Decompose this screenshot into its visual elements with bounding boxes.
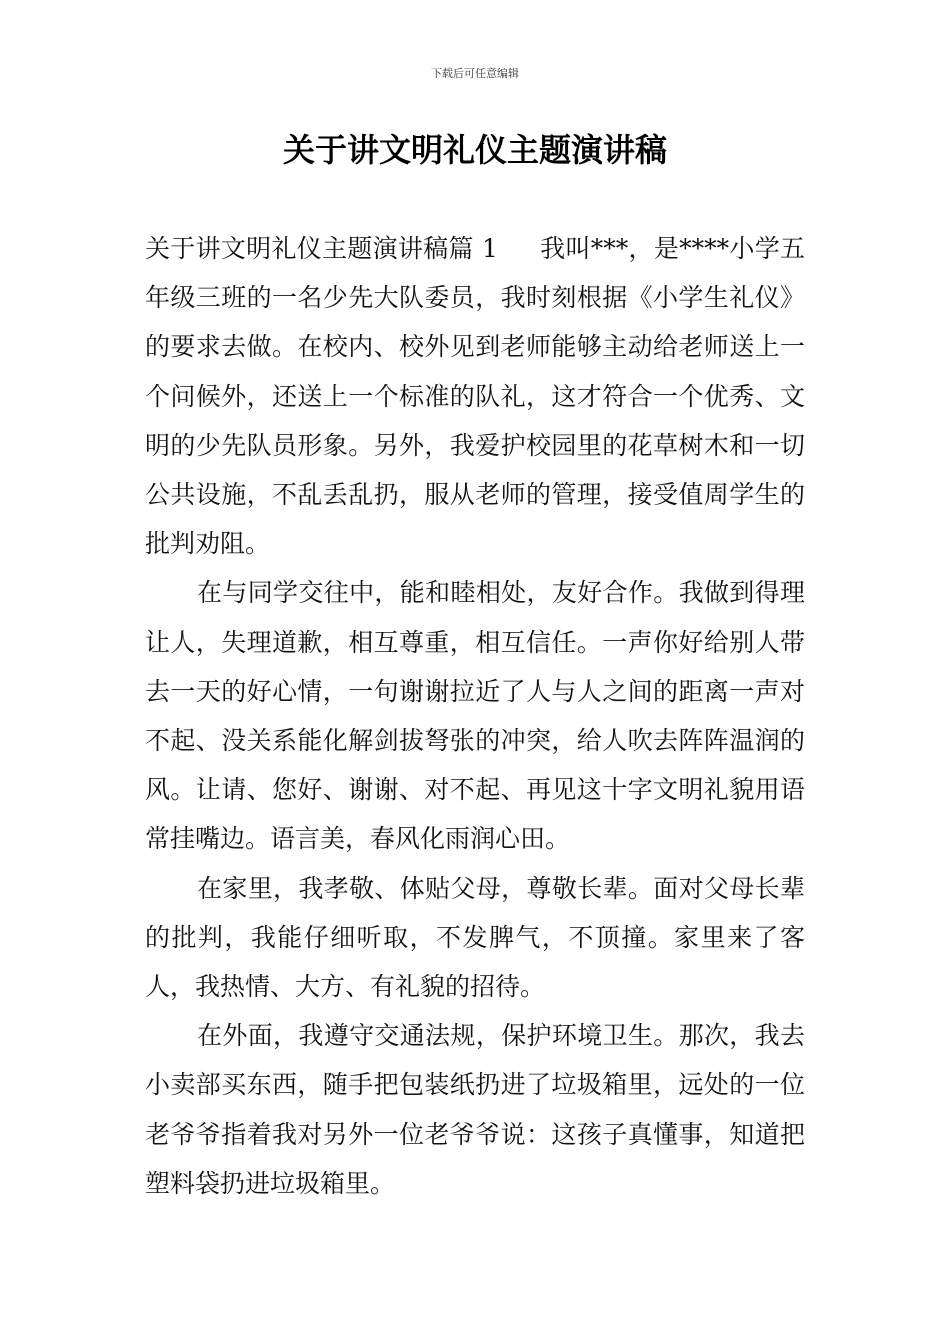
section-heading: 关于讲文明礼仪主题演讲稿篇 1 xyxy=(145,234,498,263)
paragraph-1 xyxy=(145,224,805,568)
paragraph-3: 在家里，我孝敬、体贴父母，尊敬长辈。面对父母长辈的批判，我能仔细听取，不发脾气，不顶撞。家里来了客人，我热情、大方、有礼貌的招待。 xyxy=(145,873,805,1002)
paragraph-1-text: 我叫***，是****小学五年级三班的一名少先大队委员，我时刻根据《小学生礼仪》的要求去做。在校内、校外见到老师能够主动给老师送上一个问候外，还送上一个标准的队礼，这才符合一个优秀、文明的少先队员形象。另外，我爱护校园里的花草树木和一切公共设施，不乱丢乱扔，服从老师的管理，接受值周学生的批判劝阻。 xyxy=(145,234,805,559)
document-body xyxy=(145,224,805,1208)
document-title: 关于讲文明礼仪主题演讲稿 xyxy=(282,131,667,169)
paragraph-4: 在外面，我遵守交通法规，保护环境卫生。那次，我去小卖部买东西，随手把包装纸扔进了垃圾箱里，远处的一位老爷爷指着我对另外一位老爷爷说：这孩子真懂事，知道把塑料袋扔进垃圾箱里。 xyxy=(145,1021,805,1198)
paragraph-2: 在与同学交往中，能和睦相处，友好合作。我做到得理让人，失理道歉，相互尊重，相互信任。一声你好给别人带去一天的好心情，一句谢谢拉近了人与人之间的距离一声对不起、没关系能化解剑拔弩张的冲突，给人吹去阵阵温润的风。让请、您好、谢谢、对不起、再见这十字文明礼貌用语常挂嘴边。语言美，春风化雨润心田。 xyxy=(145,578,805,854)
header-note: 下载后可任意编辑 xyxy=(431,67,519,80)
